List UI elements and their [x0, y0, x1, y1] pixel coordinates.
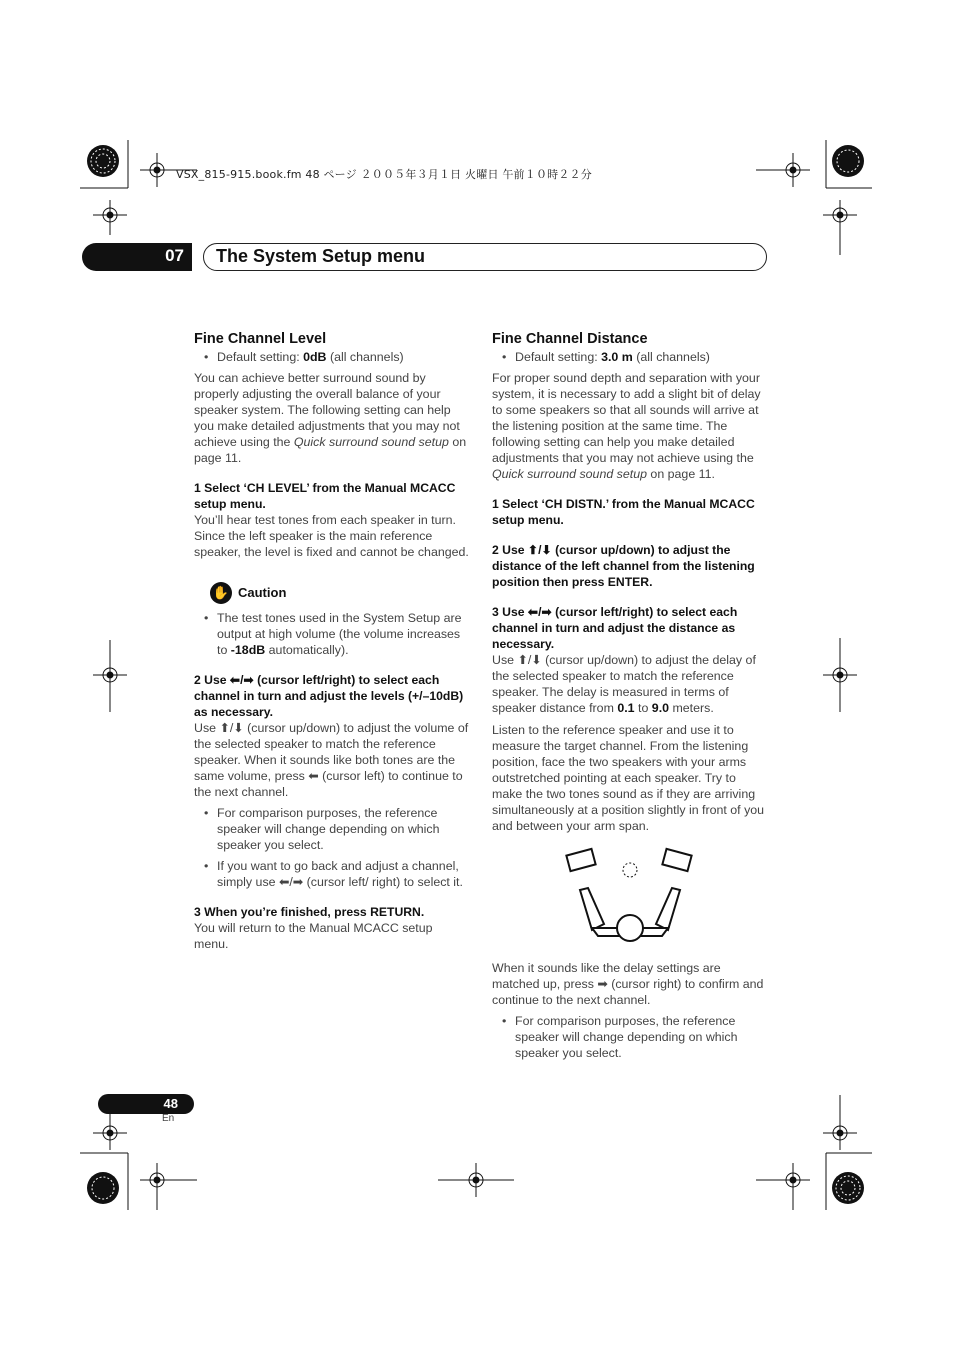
chapter-number-tab: [82, 243, 192, 271]
step-3-text: Use ⬆/⬇ (cursor up/down) to adjust the delay of the selected speaker to match the reference speaker. The delay is measured in terms of speaker distance from 0.1 to 9.0 meters.: [492, 653, 756, 715]
step-2-text: Use ⬆/⬇ (cursor up/down) to adjust the volume of the selected speaker to match the reference speaker. When it sounds like both tones are the same volume, press ⬅ (cursor left) to continue to the next channel.: [194, 721, 469, 799]
go-back-bullet: • If you want to go back and adjust a channel, simply use ⬅/➡ (cursor left/ right) to select it.: [194, 858, 470, 890]
right-column: [492, 331, 768, 1066]
starburst-mark-tl: [87, 145, 119, 177]
comparison-bullet: • For comparison purposes, the reference speaker will change depending on which speaker you select.: [492, 1013, 768, 1061]
chapter-title-bar: [203, 243, 767, 271]
comparison-bullet: • For comparison purposes, the reference speaker will change depending on which speaker you select.: [194, 805, 470, 853]
language-label: En: [162, 1113, 175, 1124]
step-3-text: You will return to the Manual MCACC setup menu.: [194, 921, 433, 951]
target-position-icon: [623, 863, 637, 877]
step-3-heading: 3 Use ⬅/➡ (cursor left/right) to select each channel in turn and adjust the distance as necessary.: [492, 605, 738, 651]
intro-paragraph: You can achieve better surround sound by properly adjusting the overall balance of your speaker system. The following setting can help you make detailed adjustments that you may not achieve using the Quick surround sound setup on page 11.: [194, 371, 467, 465]
caution-box: [210, 582, 470, 604]
page-number: 48: [163, 1096, 178, 1111]
step-2-heading: 2 Use ⬆/⬇ (cursor up/down) to adjust the distance of the left channel from the listening position then press ENTER.: [492, 543, 755, 589]
chapter-number: 07: [165, 246, 184, 265]
page-number-tab: [98, 1094, 194, 1114]
left-speaker-icon: [566, 849, 595, 871]
caution-bullet: • The test tones used in the System Setup are output at high volume (the volume increases to -18dB automatically).: [194, 610, 470, 658]
section-heading-fine-channel-level: Fine Channel Level: [194, 331, 327, 347]
caution-hand-icon: ✋: [210, 582, 232, 604]
step-1-heading: 1 Select ‘CH DISTN.’ from the Manual MCACC setup menu.: [492, 497, 755, 527]
listening-paragraph: Listen to the reference speaker and use it to measure the target channel. From the listening position, face the two speakers with your arms outstretched pointing at each speaker. Try to make the two tones sound as if they are arriving simultaneously at a position slightly in front of you and between your arm span.: [492, 723, 765, 833]
starburst-mark-br: [832, 1172, 864, 1204]
section-heading-fine-channel-distance: Fine Channel Distance: [492, 331, 648, 347]
chapter-title: The System Setup menu: [216, 246, 426, 266]
confirm-paragraph: When it sounds like the delay settings are matched up, press ➡ (cursor right) to confirm and continue to the next channel.: [492, 961, 764, 1007]
listener-icon: [580, 888, 680, 941]
step-2-heading: 2 Use ⬅/➡ (cursor left/right) to select each channel in turn and adjust the levels (+/–10dB) as necessary.: [194, 673, 464, 719]
left-column: [194, 331, 470, 957]
starburst-mark-tr: [832, 145, 864, 177]
step-1-text: You’ll hear test tones from each speaker in turn. Since the left speaker is the main reference speaker, the level is fixed and cannot be changed.: [194, 513, 469, 559]
caution-label: Caution: [238, 585, 287, 600]
default-setting-bullet: • Default setting: 3.0 m (all channels): [492, 349, 768, 365]
step-3-heading: 3 When you’re finished, press RETURN.: [194, 905, 425, 919]
starburst-mark-bl: [87, 1172, 119, 1204]
file-header-line: VSX_815-915.book.fm 48 ページ ２００５年３月１日 火曜日 午前１０時２２分: [176, 168, 592, 181]
intro-paragraph: For proper sound depth and separation with your system, it is necessary to add a slight bit of delay to some speakers so that all sounds will arrive at the listening position at the same time. The following setting can help you make detailed adjustments that you may not achieve using the Quick surround sound setup on page 11.: [492, 371, 761, 481]
step-1-heading: 1 Select ‘CH LEVEL’ from the Manual MCACC setup menu.: [194, 481, 456, 511]
default-setting-bullet: • Default setting: 0dB (all channels): [194, 349, 470, 365]
right-speaker-icon: [662, 849, 691, 871]
listening-position-diagram: [492, 840, 768, 950]
